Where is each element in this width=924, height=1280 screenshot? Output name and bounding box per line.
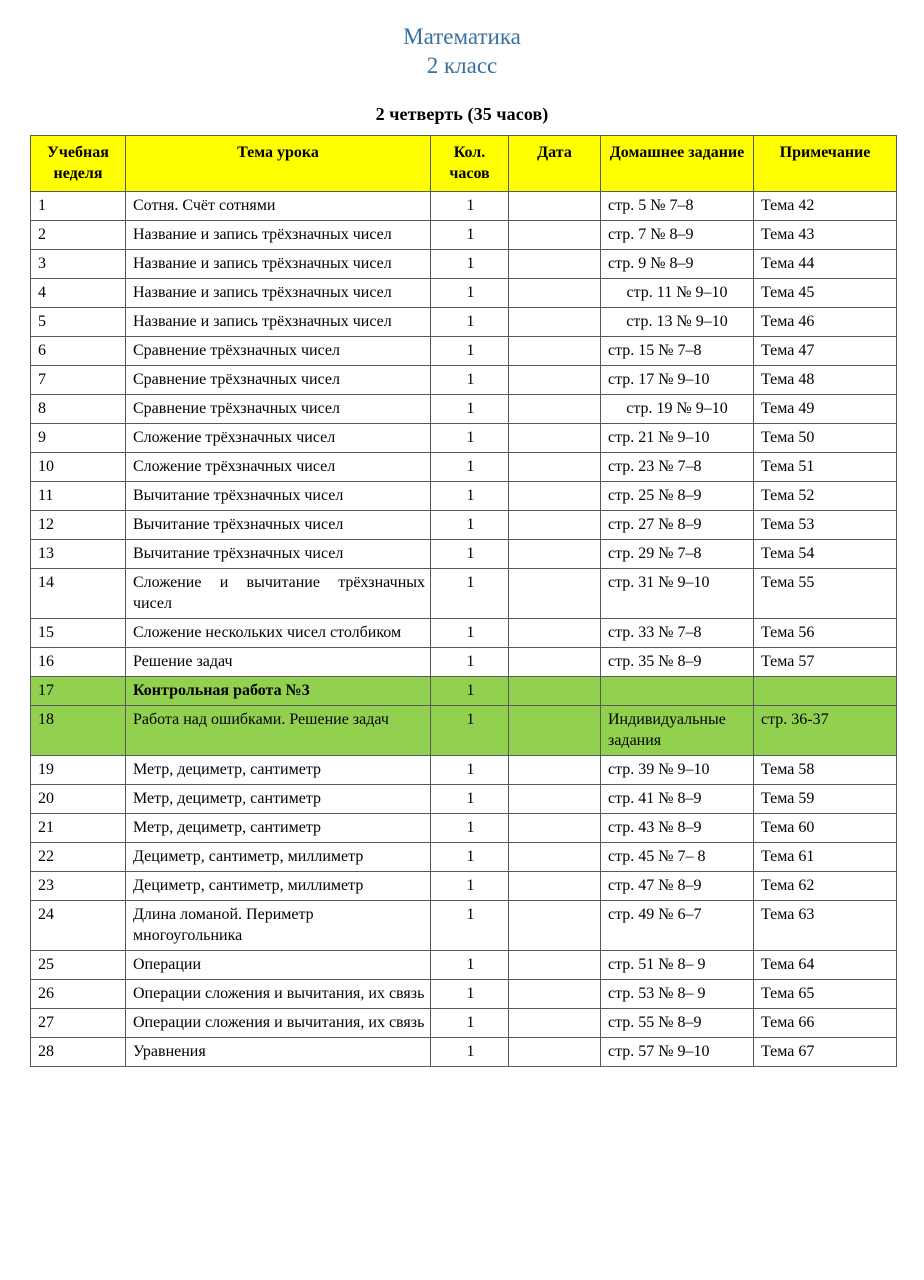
cell-homework: стр. 45 № 7– 8 [601, 843, 754, 872]
cell-homework: стр. 27 № 8–9 [601, 511, 754, 540]
cell-topic: Сравнение трёхзначных чисел [126, 337, 431, 366]
table-header-row [31, 136, 897, 192]
cell-week: 23 [31, 872, 126, 901]
cell-topic: Вычитание трёхзначных чисел [126, 511, 431, 540]
cell-hours: 1 [431, 308, 509, 337]
cell-note: Тема 58 [754, 756, 897, 785]
cell-topic: Название и запись трёхзначных чисел [126, 250, 431, 279]
cell-date [509, 308, 601, 337]
cell-topic: Длина ломаной. Периметр многоугольника [126, 901, 431, 951]
cell-date [509, 1038, 601, 1067]
cell-week: 22 [31, 843, 126, 872]
cell-note: Тема 45 [754, 279, 897, 308]
cell-topic: Работа над ошибками. Решение задач [126, 706, 431, 756]
cell-note: Тема 56 [754, 619, 897, 648]
cell-date [509, 424, 601, 453]
table-row [31, 785, 897, 814]
table-row [31, 1038, 897, 1067]
cell-hours: 1 [431, 569, 509, 619]
cell-note [754, 677, 897, 706]
cell-topic: Сотня. Счёт сотнями [126, 192, 431, 221]
cell-topic: Контрольная работа №3 [126, 677, 431, 706]
cell-note: Тема 48 [754, 366, 897, 395]
table-row [31, 980, 897, 1009]
cell-topic: Уравнения [126, 1038, 431, 1067]
table-row [31, 756, 897, 785]
cell-date [509, 980, 601, 1009]
cell-topic: Решение задач [126, 648, 431, 677]
cell-homework [601, 677, 754, 706]
cell-date [509, 901, 601, 951]
cell-week: 15 [31, 619, 126, 648]
cell-hours: 1 [431, 872, 509, 901]
cell-date [509, 569, 601, 619]
cell-date [509, 540, 601, 569]
cell-topic: Операции [126, 951, 431, 980]
cell-hours: 1 [431, 540, 509, 569]
table-row [31, 366, 897, 395]
page-title-grade: 2 класс [426, 53, 498, 78]
cell-date [509, 511, 601, 540]
table-row [31, 337, 897, 366]
cell-note: Тема 66 [754, 1009, 897, 1038]
table-row [31, 1009, 897, 1038]
cell-topic: Сравнение трёхзначных чисел [126, 366, 431, 395]
cell-homework: стр. 33 № 7–8 [601, 619, 754, 648]
cell-topic: Сложение трёхзначных чисел [126, 453, 431, 482]
cell-topic: Сложение трёхзначных чисел [126, 424, 431, 453]
table-row [31, 569, 897, 619]
table-row [31, 648, 897, 677]
cell-week: 16 [31, 648, 126, 677]
cell-note: Тема 49 [754, 395, 897, 424]
table-row [31, 814, 897, 843]
cell-homework: стр. 17 № 9–10 [601, 366, 754, 395]
table-row [31, 453, 897, 482]
cell-topic: Дециметр, сантиметр, миллиметр [126, 872, 431, 901]
cell-date [509, 250, 601, 279]
cell-week: 19 [31, 756, 126, 785]
cell-note: Тема 60 [754, 814, 897, 843]
cell-week: 3 [31, 250, 126, 279]
column-header-topic: Тема урока [126, 136, 431, 192]
cell-homework: стр. 15 № 7–8 [601, 337, 754, 366]
cell-homework: стр. 31 № 9–10 [601, 569, 754, 619]
cell-note: Тема 57 [754, 648, 897, 677]
cell-date [509, 221, 601, 250]
table-row [31, 279, 897, 308]
cell-week: 6 [31, 337, 126, 366]
cell-hours: 1 [431, 1009, 509, 1038]
cell-hours: 1 [431, 706, 509, 756]
cell-topic: Дециметр, сантиметр, миллиметр [126, 843, 431, 872]
cell-topic: Сравнение трёхзначных чисел [126, 395, 431, 424]
cell-topic: Метр, дециметр, сантиметр [126, 785, 431, 814]
cell-hours: 1 [431, 424, 509, 453]
table-row [31, 221, 897, 250]
cell-note: Тема 61 [754, 843, 897, 872]
cell-date [509, 192, 601, 221]
cell-week: 26 [31, 980, 126, 1009]
cell-date [509, 872, 601, 901]
cell-week: 17 [31, 677, 126, 706]
cell-week: 8 [31, 395, 126, 424]
cell-homework: стр. 35 № 8–9 [601, 648, 754, 677]
cell-note: Тема 42 [754, 192, 897, 221]
table-header [31, 136, 897, 192]
cell-topic: Операции сложения и вычитания, их связь [126, 1009, 431, 1038]
cell-week: 20 [31, 785, 126, 814]
table-row [31, 540, 897, 569]
cell-date [509, 756, 601, 785]
cell-week: 10 [31, 453, 126, 482]
cell-week: 14 [31, 569, 126, 619]
cell-date [509, 337, 601, 366]
cell-homework: стр. 21 № 9–10 [601, 424, 754, 453]
cell-week: 25 [31, 951, 126, 980]
cell-note: Тема 55 [754, 569, 897, 619]
cell-hours: 1 [431, 337, 509, 366]
cell-homework: стр. 47 № 8–9 [601, 872, 754, 901]
cell-homework: стр. 5 № 7–8 [601, 192, 754, 221]
table-body [31, 192, 897, 1067]
cell-date [509, 706, 601, 756]
table-row [31, 511, 897, 540]
cell-topic: Название и запись трёхзначных чисел [126, 279, 431, 308]
cell-homework: стр. 19 № 9–10 [601, 395, 754, 424]
cell-note: Тема 62 [754, 872, 897, 901]
cell-homework: стр. 49 № 6–7 [601, 901, 754, 951]
cell-topic: Метр, дециметр, сантиметр [126, 814, 431, 843]
cell-note: Тема 59 [754, 785, 897, 814]
column-header-date: Дата [509, 136, 601, 192]
cell-date [509, 1009, 601, 1038]
cell-week: 11 [31, 482, 126, 511]
cell-hours: 1 [431, 453, 509, 482]
cell-week: 2 [31, 221, 126, 250]
cell-hours: 1 [431, 511, 509, 540]
cell-date [509, 814, 601, 843]
cell-note: Тема 64 [754, 951, 897, 980]
cell-hours: 1 [431, 366, 509, 395]
cell-note: Тема 51 [754, 453, 897, 482]
cell-homework: стр. 41 № 8–9 [601, 785, 754, 814]
table-row [31, 192, 897, 221]
table-row [31, 843, 897, 872]
cell-note: Тема 54 [754, 540, 897, 569]
cell-note: Тема 52 [754, 482, 897, 511]
cell-homework: стр. 51 № 8– 9 [601, 951, 754, 980]
cell-homework: стр. 11 № 9–10 [601, 279, 754, 308]
cell-topic: Метр, дециметр, сантиметр [126, 756, 431, 785]
cell-hours: 1 [431, 648, 509, 677]
cell-week: 4 [31, 279, 126, 308]
table-row [31, 395, 897, 424]
cell-week: 13 [31, 540, 126, 569]
column-header-homework: Домашнее задание [601, 136, 754, 192]
cell-homework: стр. 43 № 8–9 [601, 814, 754, 843]
cell-hours: 1 [431, 814, 509, 843]
cell-topic: Название и запись трёхзначных чисел [126, 308, 431, 337]
cell-date [509, 279, 601, 308]
table-row [31, 424, 897, 453]
cell-week: 1 [31, 192, 126, 221]
cell-hours: 1 [431, 192, 509, 221]
cell-note: Тема 67 [754, 1038, 897, 1067]
page-title [0, 0, 924, 80]
cell-note: Тема 46 [754, 308, 897, 337]
cell-hours: 1 [431, 395, 509, 424]
cell-topic: Сложение и вычитание трёхзначных чисел [126, 569, 431, 619]
table-row [31, 250, 897, 279]
cell-week: 21 [31, 814, 126, 843]
cell-week: 9 [31, 424, 126, 453]
cell-homework: стр. 55 № 8–9 [601, 1009, 754, 1038]
cell-homework: стр. 25 № 8–9 [601, 482, 754, 511]
cell-hours: 1 [431, 279, 509, 308]
cell-note: Тема 44 [754, 250, 897, 279]
cell-week: 27 [31, 1009, 126, 1038]
cell-week: 7 [31, 366, 126, 395]
cell-date [509, 677, 601, 706]
cell-date [509, 648, 601, 677]
quarter-heading: 2 четверть (35 часов) [375, 104, 549, 124]
cell-homework: стр. 13 № 9–10 [601, 308, 754, 337]
cell-homework: стр. 23 № 7–8 [601, 453, 754, 482]
cell-note: Тема 50 [754, 424, 897, 453]
cell-note: Тема 65 [754, 980, 897, 1009]
table-row [31, 308, 897, 337]
column-header-week: Учебная неделя [31, 136, 126, 192]
cell-topic: Сложение нескольких чисел столбиком [126, 619, 431, 648]
cell-hours: 1 [431, 843, 509, 872]
cell-week: 18 [31, 706, 126, 756]
cell-week: 12 [31, 511, 126, 540]
column-header-hours: Кол. часов [431, 136, 509, 192]
cell-hours: 1 [431, 250, 509, 279]
cell-date [509, 366, 601, 395]
cell-note: Тема 63 [754, 901, 897, 951]
cell-homework: стр. 7 № 8–9 [601, 221, 754, 250]
cell-note: Тема 53 [754, 511, 897, 540]
cell-date [509, 843, 601, 872]
cell-hours: 1 [431, 482, 509, 511]
cell-date [509, 785, 601, 814]
cell-hours: 1 [431, 901, 509, 951]
table-row [31, 482, 897, 511]
page-title-subject: Математика [403, 24, 521, 49]
table-row [31, 872, 897, 901]
cell-topic: Вычитание трёхзначных чисел [126, 540, 431, 569]
cell-topic: Вычитание трёхзначных чисел [126, 482, 431, 511]
cell-homework: Индивидуальные задания [601, 706, 754, 756]
table-row [31, 619, 897, 648]
column-header-note: Примечание [754, 136, 897, 192]
cell-hours: 1 [431, 619, 509, 648]
cell-hours: 1 [431, 785, 509, 814]
cell-date [509, 951, 601, 980]
cell-hours: 1 [431, 221, 509, 250]
cell-week: 24 [31, 901, 126, 951]
cell-homework: стр. 29 № 7–8 [601, 540, 754, 569]
cell-week: 5 [31, 308, 126, 337]
cell-hours: 1 [431, 756, 509, 785]
cell-hours: 1 [431, 677, 509, 706]
cell-note: стр. 36-37 [754, 706, 897, 756]
cell-topic: Название и запись трёхзначных чисел [126, 221, 431, 250]
cell-hours: 1 [431, 951, 509, 980]
lesson-schedule-table [30, 135, 897, 1067]
cell-date [509, 395, 601, 424]
cell-hours: 1 [431, 1038, 509, 1067]
table-row [31, 677, 897, 706]
cell-homework: стр. 57 № 9–10 [601, 1038, 754, 1067]
cell-hours: 1 [431, 980, 509, 1009]
table-row [31, 901, 897, 951]
cell-note: Тема 47 [754, 337, 897, 366]
cell-note: Тема 43 [754, 221, 897, 250]
table-row [31, 706, 897, 756]
cell-topic: Операции сложения и вычитания, их связь [126, 980, 431, 1009]
cell-date [509, 619, 601, 648]
cell-date [509, 453, 601, 482]
cell-homework: стр. 39 № 9–10 [601, 756, 754, 785]
cell-week: 28 [31, 1038, 126, 1067]
cell-homework: стр. 53 № 8– 9 [601, 980, 754, 1009]
cell-date [509, 482, 601, 511]
table-row [31, 951, 897, 980]
cell-homework: стр. 9 № 8–9 [601, 250, 754, 279]
